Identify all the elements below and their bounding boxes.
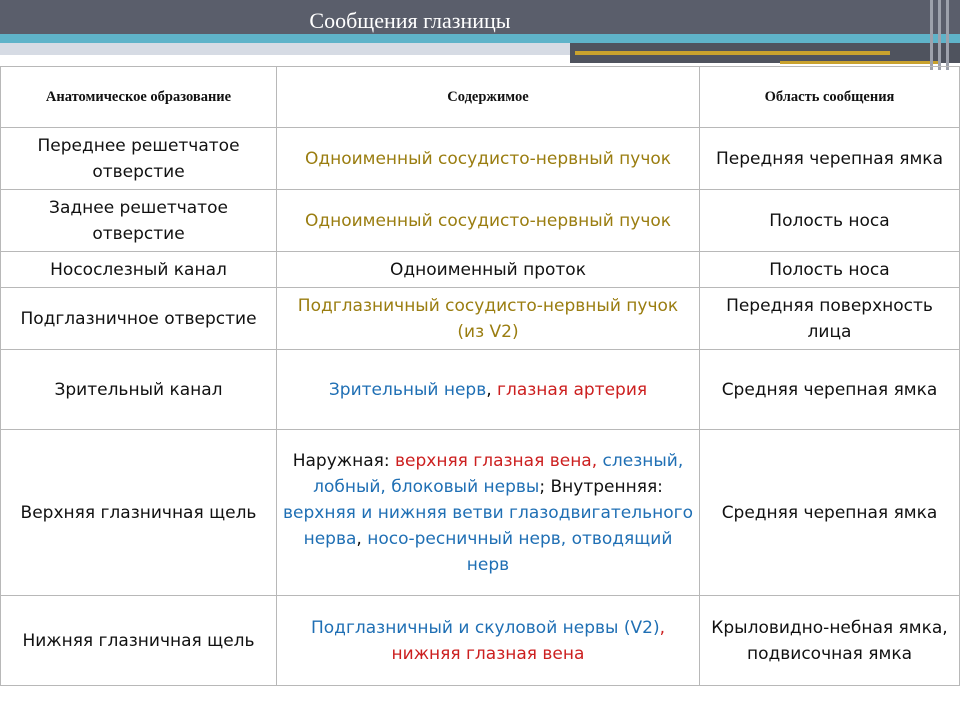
cell-structure: Носослезный канал (1, 252, 277, 288)
contents-segment: Наружная: (292, 450, 395, 471)
contents-segment: Внутренняя: (545, 476, 663, 497)
cell-area: Полость носа (700, 252, 960, 288)
contents-segment: слезный, лобный, блоковый нервы (313, 450, 684, 497)
table-header-row (1, 67, 960, 128)
contents-segment: ; (539, 476, 546, 497)
table-row (1, 350, 960, 430)
table-row (1, 288, 960, 350)
table-row (1, 128, 960, 190)
cell-area: Передняя поверхность лица (700, 288, 960, 350)
contents-segment: Подглазничный и скуловой нервы (V2) (311, 617, 660, 638)
cell-structure: Верхняя глазничная щель (1, 430, 277, 596)
cell-contents (277, 288, 700, 350)
cell-area: Крыловидно-небная ямка, подвисочная ямка (700, 596, 960, 686)
table-row (1, 430, 960, 596)
header-stripe-light (0, 43, 575, 55)
contents-segment: , нижняя глазная вена (391, 617, 665, 664)
cell-area: Средняя черепная ямка (700, 430, 960, 596)
cell-area: Средняя черепная ямка (700, 350, 960, 430)
contents-segment: верхняя и нижняя ветви глазодвигательного нерва (283, 502, 693, 549)
cell-structure: Заднее решетчатое отверстие (1, 190, 277, 252)
contents-segment: Одноименный сосудисто-нервный пучок (304, 210, 672, 231)
slide-title: Сообщения глазницы (309, 8, 511, 33)
table-row (1, 596, 960, 686)
header-accent-line-short (780, 61, 940, 64)
cell-contents (277, 350, 700, 430)
header-accent-line (575, 51, 890, 55)
cell-structure: Зрительный канал (1, 350, 277, 430)
cell-structure: Нижняя глазничная щель (1, 596, 277, 686)
contents-segment: , (486, 379, 498, 400)
contents-segment: Одноименный проток (390, 259, 586, 280)
contents-segment: глазная артерия (497, 379, 648, 400)
contents-segment: носо-ресничный нерв, отводящий нерв (361, 528, 673, 575)
header-stripe-blue (0, 34, 960, 43)
corner-decor-bar (938, 0, 941, 70)
cell-contents (277, 252, 700, 288)
orbit-communications-table (0, 66, 960, 686)
table-row (1, 252, 960, 288)
corner-decor-bar (930, 0, 933, 70)
cell-contents (277, 596, 700, 686)
cell-contents (277, 430, 700, 596)
column-header-area: Область сообщения (700, 67, 960, 128)
cell-area: Полость носа (700, 190, 960, 252)
contents-segment: , (356, 528, 362, 549)
cell-contents (277, 128, 700, 190)
table-row (1, 190, 960, 252)
corner-decor-bar (946, 0, 949, 70)
cell-structure: Подглазничное отверстие (1, 288, 277, 350)
contents-segment: Подглазничный сосудисто-нервный пучок (из V2) (297, 295, 679, 342)
column-header-contents: Содержимое (277, 67, 700, 128)
contents-segment: Зрительный нерв (328, 379, 487, 400)
cell-area: Передняя черепная ямка (700, 128, 960, 190)
contents-segment: верхняя глазная вена, (395, 450, 598, 471)
cell-contents (277, 190, 700, 252)
contents-segment: Одноименный сосудисто-нервный пучок (304, 148, 672, 169)
column-header-structure: Анатомическое образование (1, 67, 277, 128)
cell-structure: Переднее решетчатое отверстие (1, 128, 277, 190)
